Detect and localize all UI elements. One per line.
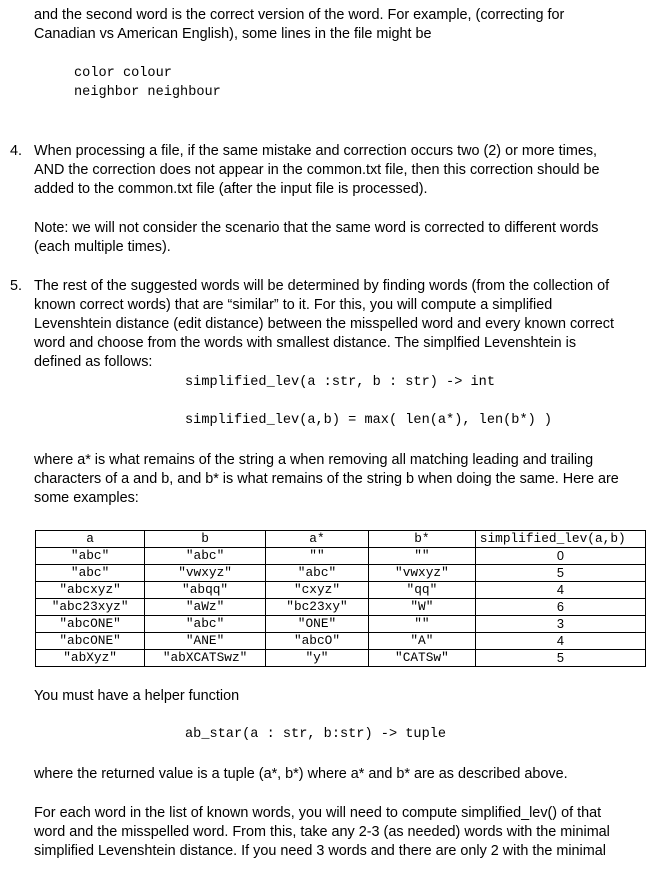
final-line-1: For each word in the list of known words, you will need to compute simplified_lev() of that [34, 805, 602, 821]
table-row [36, 650, 646, 667]
code-example-line-1: color colour [74, 66, 172, 81]
where-line-1: where a* is what remains of the string a when removing all matching leading and trailing [34, 452, 594, 468]
header-a: a [36, 531, 145, 548]
item4-note-line-1: Note: we will not consider the scenario that the same word is corrected to different words [34, 220, 599, 236]
table-header-row [36, 531, 646, 548]
cell-lev: 5 [475, 650, 645, 667]
item5-line-3: Levenshtein distance (edit distance) between the misspelled word and every known correct [34, 316, 614, 332]
cell-b-star: "W" [369, 599, 476, 616]
item5-line-2: known correct words) that are “similar” to it. For this, you will compute a simplified [34, 297, 553, 313]
cell-lev: 3 [475, 616, 645, 633]
cell-b: "abc" [145, 548, 266, 565]
cell-lev: 4 [475, 582, 645, 599]
cell-a: "abcONE" [36, 633, 145, 650]
header-b-star: b* [369, 531, 476, 548]
item5-line-4: word and choose from the words with smallest distance. The simplfied Levenshtein is [34, 335, 577, 351]
table-row [36, 565, 646, 582]
cell-a: "abc23xyz" [36, 599, 145, 616]
cell-a: "abc" [36, 565, 145, 582]
table-row [36, 599, 646, 616]
table-row [36, 548, 646, 565]
cell-b-star: "" [369, 548, 476, 565]
code-example-line-2: neighbor neighbour [74, 85, 221, 100]
intro-line-2: Canadian vs American English), some lines in the file might be [34, 26, 432, 42]
cell-b-star: "A" [369, 633, 476, 650]
table-row [36, 616, 646, 633]
helper-signature: ab_star(a : str, b:str) -> tuple [185, 727, 447, 742]
cell-a-star: "abcO" [265, 633, 368, 650]
header-a-star: a* [265, 531, 368, 548]
helper-intro: You must have a helper function [34, 688, 240, 704]
cell-b: "abc" [145, 616, 266, 633]
cell-a: "abcONE" [36, 616, 145, 633]
list-number-4: 4. [10, 143, 23, 159]
where-line-3: some examples: [34, 490, 139, 506]
item4-line-3: added to the common.txt file (after the input file is processed). [34, 181, 428, 197]
cell-b-star: "qq" [369, 582, 476, 599]
cell-a-star: "" [265, 548, 368, 565]
examples-table [35, 530, 646, 667]
cell-a-star: "bc23xy" [265, 599, 368, 616]
cell-a: "abcxyz" [36, 582, 145, 599]
cell-a: "abc" [36, 548, 145, 565]
helper-return-line: where the returned value is a tuple (a*, b*) where a* and b* are as described above. [34, 766, 568, 782]
cell-b: "abXCATSwz" [145, 650, 266, 667]
item4-line-1: When processing a file, if the same mistake and correction occurs two (2) or more times, [34, 143, 598, 159]
item4-note-line-2: (each multiple times). [34, 239, 171, 255]
cell-a-star: "y" [265, 650, 368, 667]
final-line-3: simplified Levenshtein distance. If you need 3 words and there are only 2 with the minimal [34, 843, 606, 859]
final-line-2: word and the misspelled word. From this, take any 2-3 (as needed) words with the minimal [34, 824, 610, 840]
table-row [36, 582, 646, 599]
cell-lev: 5 [475, 565, 645, 582]
item5-line-5: defined as follows: [34, 354, 153, 370]
table-row [36, 633, 646, 650]
cell-lev: 4 [475, 633, 645, 650]
cell-a-star: "ONE" [265, 616, 368, 633]
lev-formula: simplified_lev(a,b) = max( len(a*), len(b*) ) [185, 413, 553, 428]
intro-line-1: and the second word is the correct version of the word. For example, (correcting for [34, 7, 565, 23]
cell-b-star: "CATSw" [369, 650, 476, 667]
cell-b-star: "vwxyz" [369, 565, 476, 582]
item5-line-1: The rest of the suggested words will be determined by finding words (from the collection of [34, 278, 610, 294]
cell-lev: 0 [475, 548, 645, 565]
cell-b: "ANE" [145, 633, 266, 650]
cell-lev: 6 [475, 599, 645, 616]
header-b: b [145, 531, 266, 548]
function-signature: simplified_lev(a :str, b : str) -> int [185, 375, 495, 390]
header-simplified-lev: simplified_lev(a,b) [475, 531, 645, 548]
cell-a-star: "cxyz" [265, 582, 368, 599]
cell-b: "abqq" [145, 582, 266, 599]
where-line-2: characters of a and b, and b* is what remains of the string b when doing the same. Here are [34, 471, 619, 487]
cell-b-star: "" [369, 616, 476, 633]
item4-line-2: AND the correction does not appear in the common.txt file, then this correction should be [34, 162, 600, 178]
cell-b: "aWz" [145, 599, 266, 616]
cell-b: "vwxyz" [145, 565, 266, 582]
cell-a: "abXyz" [36, 650, 145, 667]
list-number-5: 5. [10, 278, 23, 294]
cell-a-star: "abc" [265, 565, 368, 582]
